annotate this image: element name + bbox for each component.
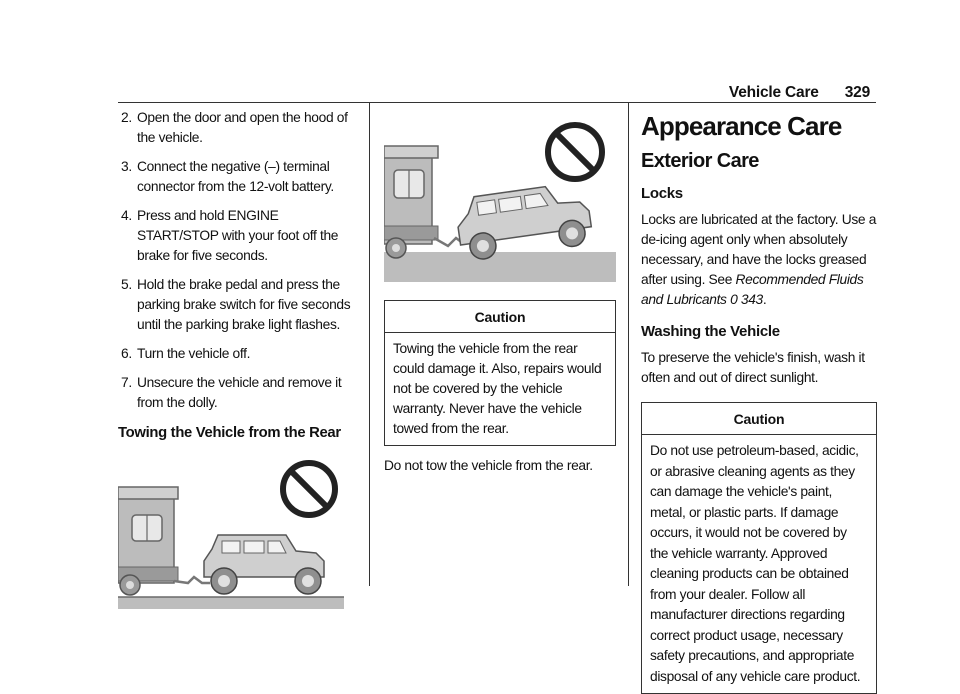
page-ref-icon: 0 (730, 292, 738, 307)
rear-tow-figure-2 (384, 110, 616, 286)
caution-box (384, 300, 616, 446)
washing-text: To preserve the vehicle's finish, wash it often and out of direct sunlight. (641, 350, 865, 385)
section-subtitle: Exterior Care (641, 150, 759, 172)
list-item (118, 275, 358, 335)
step-text: Open the door and open the hood of the vehicle. (137, 110, 348, 145)
list-item (118, 108, 358, 148)
column-divider-2 (628, 102, 629, 586)
step-number: 3. (121, 159, 132, 174)
step-text: Press and hold ENGINE START/STOP with your foot off the brake for five seconds. (137, 208, 339, 263)
note-text: Do not tow the vehicle from the rear. (384, 458, 593, 473)
rear-tow-illustration (118, 457, 344, 629)
list-item (118, 157, 358, 197)
locks-text: Locks are lubricated at the factory. Use a de-icing agent only when absolutely necessary, and have the locks greased after using. See (641, 212, 877, 287)
column-divider-1 (369, 102, 370, 586)
locks-paragraph (641, 210, 877, 310)
prohibited-icon (283, 463, 335, 515)
column-3 (641, 108, 877, 694)
column-1 (118, 108, 358, 629)
page-title: Appearance Care (641, 111, 842, 141)
step-text: Hold the brake pedal and press the parking brake switch for five seconds until the parking brake light flashes. (137, 277, 351, 332)
ground-strip (384, 252, 616, 282)
step-number: 6. (121, 346, 132, 361)
step-number: 2. (121, 110, 132, 125)
tow-strap (174, 577, 210, 583)
suv-vehicle (204, 535, 324, 594)
list-item (118, 373, 358, 413)
prohibited-icon (548, 125, 602, 179)
locks-text-end: . (762, 292, 767, 307)
step-number: 5. (121, 277, 132, 292)
rv-vehicle (384, 146, 438, 258)
locks-heading: Locks (641, 185, 683, 202)
section-heading: Towing the Vehicle from the Rear (118, 425, 341, 441)
caution-body: Towing the vehicle from the rear could damage it. Also, repairs would not be covered by the vehicle warranty. Never have the vehicle towed from the rear. (393, 341, 602, 436)
cross-reference-link[interactable]: Recommended Fluids and Lubricants (641, 272, 864, 307)
caution-box (641, 402, 877, 694)
column-2 (384, 108, 616, 476)
caution-title: Caution (642, 403, 876, 435)
rear-tow-figure (118, 457, 344, 629)
section-title: Vehicle Care (728, 84, 819, 101)
step-number: 7. (121, 375, 132, 390)
step-number: 4. (121, 208, 132, 223)
rv-vehicle (118, 487, 178, 595)
step-list (118, 108, 358, 413)
page-header (0, 84, 870, 102)
suv-vehicle (454, 181, 593, 262)
rear-tow-illustration-2 (384, 110, 616, 286)
step-text: Unsecure the vehicle and remove it from the dolly. (137, 375, 342, 410)
page-number: 329 (844, 84, 870, 101)
step-text: Turn the vehicle off. (137, 346, 251, 361)
header-rule (118, 102, 876, 103)
reference-page-number[interactable]: 343 (740, 292, 763, 307)
list-item (118, 344, 358, 364)
step-text: Connect the negative (–) terminal connector from the 12-volt battery. (137, 159, 334, 194)
caution-title: Caution (385, 301, 615, 333)
washing-heading: Washing the Vehicle (641, 323, 780, 340)
caution-body: Do not use petroleum-based, acidic, or abrasive cleaning agents as they can damage the vehicle's paint, metal, or plastic parts. If damage occurs, it would not be covered by the vehicle warranty. Approved cleaning products can be obtained from your dealer. Follow all manufacturer directions regarding correct product usage, necessary safety precautions, and appropriate disposal of any vehicle care product. (650, 443, 861, 684)
list-item (118, 206, 358, 266)
ground-strip (118, 597, 344, 609)
